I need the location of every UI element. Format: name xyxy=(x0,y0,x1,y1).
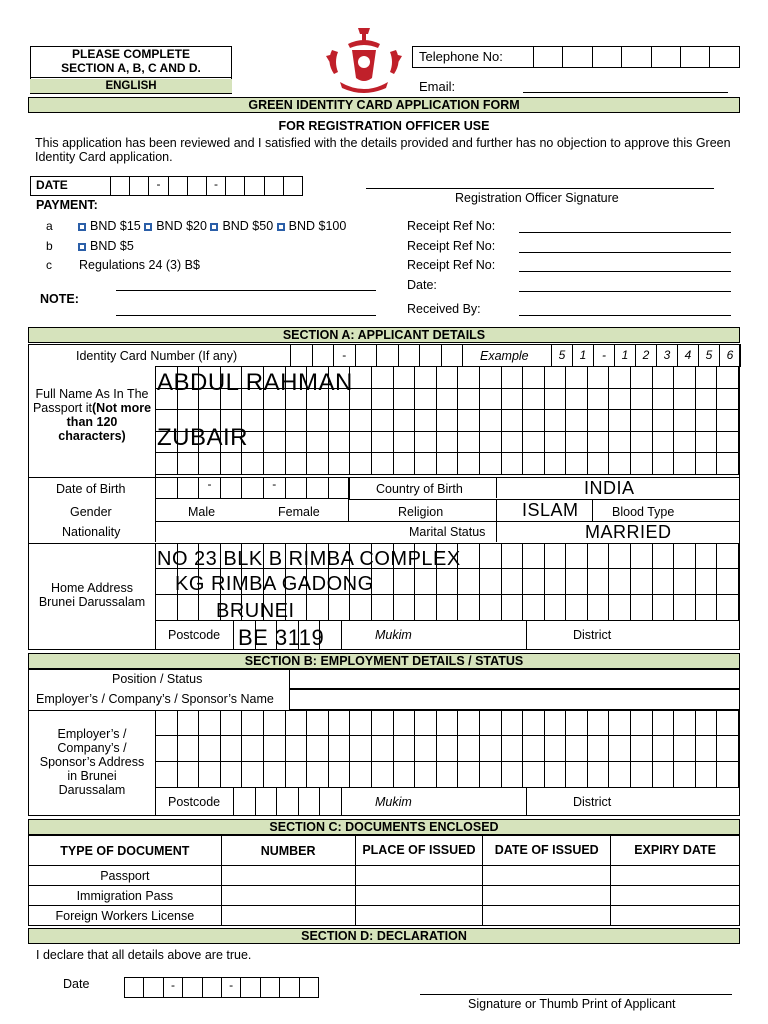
doc-type-foreign-workers: Foreign Workers License xyxy=(29,906,222,926)
religion-value[interactable]: ISLAM xyxy=(522,500,579,520)
doc-cell[interactable] xyxy=(221,886,355,906)
payment-letter-c: c xyxy=(46,258,52,272)
section-b-title: SECTION B: EMPLOYMENT DETAILS / STATUS xyxy=(28,653,740,669)
position-field[interactable] xyxy=(289,669,740,689)
section-c-title: SECTION C: DOCUMENTS ENCLOSED xyxy=(28,819,740,835)
doc-header-number: NUMBER xyxy=(221,836,355,866)
email-label: Email: xyxy=(419,79,456,94)
payment-option-50[interactable]: BND $50 xyxy=(210,219,273,233)
received-by-label: Received By: xyxy=(407,302,481,316)
note-label: NOTE: xyxy=(40,292,79,306)
example-digits: 5 1 - 1 2 3 4 5 6 xyxy=(551,344,741,367)
doc-cell[interactable] xyxy=(483,886,611,906)
postcode-field-b[interactable] xyxy=(233,788,342,816)
fullname-label: Full Name As In The Passport it(Not more than 120 characters) xyxy=(32,387,152,443)
ic-number-label: Identity Card Number (If any) xyxy=(76,349,238,363)
mukim-label-a: Mukim xyxy=(375,628,412,642)
doc-header-place: PLACE OF ISSUED xyxy=(355,836,483,866)
mukim-label-b: Mukim xyxy=(375,795,412,809)
receipt-field-b[interactable] xyxy=(519,252,731,253)
receipt-field-c[interactable] xyxy=(519,271,731,272)
receipt-label-c: Receipt Ref No: xyxy=(407,258,496,272)
language-label: ENGLISH xyxy=(30,79,232,93)
payment-option-15[interactable]: BND $15 xyxy=(78,219,141,233)
country-of-birth-value[interactable]: INDIA xyxy=(584,478,635,498)
receipt-field-a[interactable] xyxy=(519,232,731,233)
religion-label: Religion xyxy=(398,505,444,519)
blood-type-label: Blood Type xyxy=(612,505,675,519)
marital-status-value[interactable]: MARRIED xyxy=(585,522,672,542)
payment-option-100[interactable]: BND $100 xyxy=(277,219,347,233)
position-label: Position / Status xyxy=(112,672,203,686)
officer-date2-label: Date: xyxy=(407,278,437,292)
fullname-value-line2: ZUBAIR xyxy=(157,424,249,451)
payment-letter-a: a xyxy=(46,219,53,233)
doc-header-expiry: EXPIRY DATE xyxy=(611,836,740,866)
doc-header-date: DATE OF ISSUED xyxy=(483,836,611,866)
documents-table xyxy=(28,835,740,926)
home-address-line1: NO 23 BLK B RIMBA COMPLEX xyxy=(157,548,461,570)
district-label-a: District xyxy=(573,628,612,642)
home-address-line3: BRUNEI xyxy=(216,600,295,622)
officer-signature-line[interactable] xyxy=(366,188,714,189)
section-a-title: SECTION A: APPLICANT DETAILS xyxy=(28,327,740,343)
payment-option-5[interactable]: BND $5 xyxy=(78,239,134,253)
officer-statement: This application has been reviewed and I satisfied with the details provided and further has no objection to approve this Green Identity Card application. xyxy=(35,136,731,164)
declaration-text: I declare that all details above are true. xyxy=(36,948,252,962)
applicant-signature-label: Signature or Thumb Print of Applicant xyxy=(468,997,676,1011)
doc-header-type: TYPE OF DOCUMENT xyxy=(29,836,222,866)
doc-type-immigration: Immigration Pass xyxy=(29,886,222,906)
nationality-label: Nationality xyxy=(62,525,121,539)
gender-label: Gender xyxy=(70,505,112,519)
postcode-label-a: Postcode xyxy=(168,628,221,642)
table-row xyxy=(29,866,740,886)
doc-cell[interactable] xyxy=(611,886,740,906)
dob-label: Date of Birth xyxy=(56,482,126,496)
note-line-1[interactable] xyxy=(116,290,376,291)
payment-letter-b: b xyxy=(46,239,53,253)
checkbox-icon xyxy=(277,223,285,231)
payment-options-a xyxy=(78,219,346,233)
home-address-label: Home Address Brunei Darussalam xyxy=(38,581,146,609)
employer-name-label: Employer’s / Company’s / Sponsor’s Name xyxy=(36,692,274,706)
postcode-value-a: BE 3119 xyxy=(238,625,325,650)
officer-date-label: DATE xyxy=(31,177,111,196)
doc-cell[interactable] xyxy=(355,886,483,906)
officer-signature-label: Registration Officer Signature xyxy=(455,191,619,205)
table-row xyxy=(29,906,740,926)
employer-address-label: Employer’s / Company’s / Sponsor’s Address in Brunei Darussalam xyxy=(39,727,145,797)
doc-cell[interactable] xyxy=(221,906,355,926)
doc-type-passport: Passport xyxy=(29,866,222,886)
checkbox-icon xyxy=(144,223,152,231)
received-by-field[interactable] xyxy=(519,315,731,316)
dob-field[interactable]: - - xyxy=(155,477,350,499)
applicant-signature-line[interactable] xyxy=(420,994,732,995)
gender-female-option[interactable]: Female xyxy=(278,505,320,519)
instruction-text: PLEASE COMPLETE SECTION A, B, C AND D. xyxy=(61,47,201,75)
note-line-2[interactable] xyxy=(116,315,376,316)
country-of-birth-label: Country of Birth xyxy=(376,482,463,496)
payment-option-regulations: Regulations 24 (3) B$ xyxy=(79,258,200,272)
table-row xyxy=(29,886,740,906)
declaration-date-field[interactable]: - - xyxy=(124,977,319,998)
payment-option-20[interactable]: BND $20 xyxy=(144,219,207,233)
form-title: GREEN IDENTITY CARD APPLICATION FORM xyxy=(28,97,740,113)
fullname-value-line1: ABDUL RAHMAN xyxy=(157,369,353,396)
doc-cell[interactable] xyxy=(483,866,611,886)
doc-cell[interactable] xyxy=(355,866,483,886)
postcode-label-b: Postcode xyxy=(168,795,221,809)
payment-label: PAYMENT: xyxy=(36,198,98,212)
home-address-line2: KG RIMBA GADONG xyxy=(175,573,374,595)
employer-address-grid[interactable] xyxy=(155,710,739,788)
brunei-crest-logo xyxy=(322,22,406,94)
officer-heading: FOR REGISTRATION OFFICER USE xyxy=(278,119,490,133)
section-d-title: SECTION D: DECLARATION xyxy=(28,928,740,944)
marital-status-label: Marital Status xyxy=(409,525,486,539)
doc-cell[interactable] xyxy=(611,866,740,886)
checkbox-icon xyxy=(78,243,86,251)
doc-cell[interactable] xyxy=(483,906,611,926)
officer-date-field[interactable]: DATE - - xyxy=(30,176,303,196)
doc-cell[interactable] xyxy=(355,906,483,926)
receipt-label-b: Receipt Ref No: xyxy=(407,239,496,253)
telephone-label: Telephone No: xyxy=(419,49,503,64)
telephone-field[interactable] xyxy=(412,46,740,68)
district-label-b: District xyxy=(573,795,612,809)
checkbox-icon xyxy=(210,223,218,231)
gender-male-option[interactable]: Male xyxy=(188,505,216,519)
email-field[interactable] xyxy=(523,92,728,93)
receipt-label-a: Receipt Ref No: xyxy=(407,219,496,233)
officer-date2-field[interactable] xyxy=(519,291,731,292)
ic-number-field[interactable]: - xyxy=(290,344,463,367)
doc-cell[interactable] xyxy=(221,866,355,886)
example-label: Example xyxy=(480,349,529,363)
checkbox-icon xyxy=(78,223,86,231)
doc-cell[interactable] xyxy=(611,906,740,926)
employer-name-field[interactable] xyxy=(289,689,740,710)
declaration-date-label: Date xyxy=(63,977,90,991)
